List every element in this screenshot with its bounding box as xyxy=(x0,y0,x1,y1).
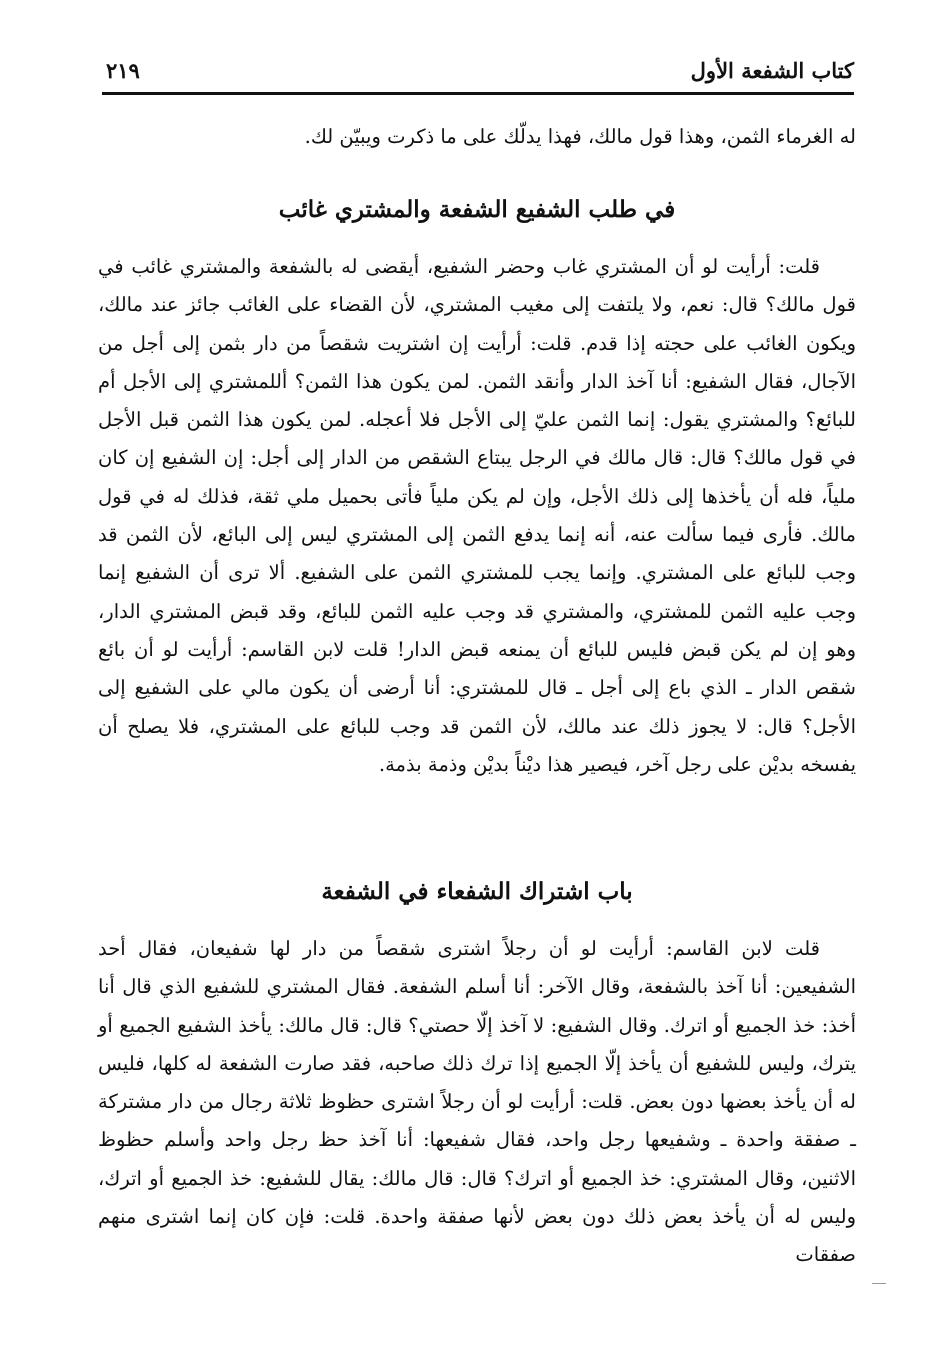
section-2-body xyxy=(98,930,856,1275)
page-number: ٢١٩ xyxy=(106,58,140,83)
scan-edge-mark xyxy=(872,1283,886,1284)
running-title: كتاب الشفعة الأول xyxy=(690,58,854,83)
section-1-body xyxy=(98,248,856,784)
section-1-paragraph: قلت: أرأيت لو أن المشتري غاب وحضر الشفيع، أيقضى له بالشفعة والمشتري غائب في قول مالك؟ قال: نعم، ولا يلتفت إلى مغيب المشتري، لأن القضاء على الغائب جائز عند مالك، ويكون الغائب على حجته إذا قدم. قلت: أرأيت إن اشتريت شقصاً من دار بثمن إلى أجل من الآجال، فقال الشفيع: أنا آخذ الدار وأنقد الثمن. لمن يكون هذا الثمن؟ أللمشتري إلى الأجل أم للبائع؟ والمشتري يقول: إنما الثمن عليّ إلى الأجل فلا أعجله. لمن يكون هذا الثمن قبل الأجل في قول مالك؟ قال: قال مالك في الرجل يبتاع الشقص من الدار إلى أجل: إن الشفيع إن كان ملياً، فله أن يأخذها إلى ذلك الأجل، وإن لم يكن ملياً فأتى بحميل ملي ثقة، فذلك له في قول مالك. فأرى فيما سألت عنه، أنه إنما يدفع الثمن إلى المشتري ليس إلى البائع، لأن الثمن قد وجب للبائع على المشتري. وإنما يجب للمشتري الثمن على الشفيع. ألا ترى أن الشفيع إنما وجب عليه الثمن للمشتري، والمشتري قد وجب عليه الثمن للبائع، وقد قبض المشتري الدار، وهو إن لم يكن قبض فليس للبائع أن يمنعه قبض الدار! قلت لابن القاسم: أرأيت لو أن بائع شقص الدار ـ الذي باع إلى أجل ـ قال للمشتري: أنا أرضى أن يكون مالي على الشفيع إلى الأجل؟ قال: لا يجوز ذلك عند مالك، لأن الثمن قد وجب للبائع على المشتري، فلا يصلح أن يفسخه بديْن على رجل آخر، فيصير هذا ديْناً بديْن وذمة بذمة. xyxy=(98,255,856,776)
opening-line: له الغرماء الثمن، وهذا قول مالك، فهذا يدلّك على ما ذكرت ويبيّن لك. xyxy=(304,125,856,148)
section-2-heading: باب اشتراك الشفعاء في الشفعة xyxy=(321,878,633,905)
opening-paragraph xyxy=(98,118,856,156)
section-1-heading: في طلب الشفيع الشفعة والمشتري غائب xyxy=(278,196,676,223)
section-2-paragraph: قلت لابن القاسم: أرأيت لو أن رجلاً اشترى شقصاً من دار لها شفيعان، فقال أحد الشفيعين: أنا آخذ بالشفعة، وقال الآخر: أنا أسلم الشفعة. فقال المشتري للشفيع الذي قال أنا أخذ: خذ الجميع أو اترك. وقال الشفيع: لا آخذ إلّا حصتي؟ قال: قال مالك: يأخذ الشفيع الجميع أو يترك، وليس للشفيع أن يأخذ إلّا الجميع إذا ترك ذلك صاحبه، فقد صارت الشفعة له كلها، فليس له أن يأخذ بعضها دون بعض. قلت: أرأيت لو أن رجلاً اشترى حظوظ ثلاثة رجال من دار مشتركة ـ صفقة واحدة ـ وشفيعها رجل واحد، فقال شفيعها: أنا آخذ حظ رجل واحد وأسلم حظوظ الاثنين، وقال المشتري: خذ الجميع أو اترك؟ قال: قال مالك: يقال للشفيع: خذ الجميع أو اترك، وليس له أن يأخذ بعض ذلك دون بعض لأنها صفقة واحدة. قلت: فإن كان إنما اشترى منهم صفقات xyxy=(98,937,856,1267)
running-header xyxy=(102,52,854,95)
